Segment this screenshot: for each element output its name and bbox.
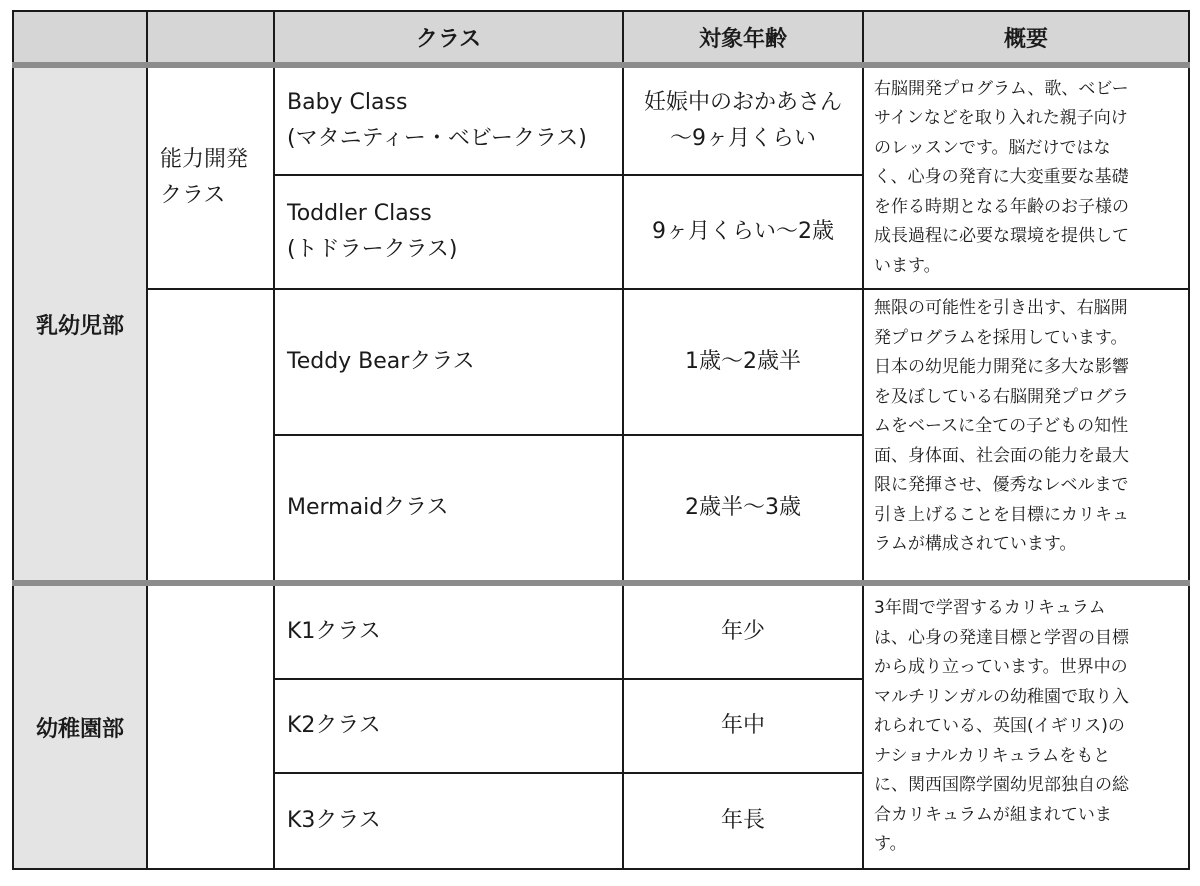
class-baby-name: Baby Class [287, 90, 408, 115]
summary-line: います。 [874, 255, 941, 276]
class-table [12, 10, 1190, 870]
class-k3: K3クラス [274, 773, 623, 869]
summary-line: 限に発揮させ、優秀なレベルまで [874, 475, 1129, 495]
summary-line: 日本の幼児能力開発に多大な影響 [874, 357, 1129, 377]
class-baby-subname: (マタニティー・ベビークラス) [287, 126, 587, 151]
class-toddler-name: Toddler Class [287, 201, 432, 226]
summary-line: に、関西国際学園幼児部独自の総 [874, 775, 1129, 796]
summary-line: ラムが構成されています。 [874, 534, 1077, 554]
department-infant: 乳幼児部 [13, 65, 147, 583]
summary-ability-development [863, 65, 1189, 289]
summary-line: 成長過程に必要な環境を提供して [874, 226, 1129, 247]
summary-line: は、心身の発達目標と学習の目標 [874, 627, 1129, 648]
summary-line: 右脳開発プログラム、歌、ベビー [874, 78, 1129, 99]
age-k1: 年少 [623, 583, 863, 679]
summary-line: ムをベースに全ての子どもの知性 [874, 416, 1129, 436]
summary-line: を作る時期となる年齢のお子様の [874, 196, 1129, 217]
summary-line: 3年間で学習するカリキュラム [874, 598, 1106, 619]
age-baby-line2: 〜9ヶ月くらい [670, 126, 816, 151]
summary-line: を及ぼしている右脳開発プログラ [874, 386, 1129, 407]
summary-line: ナショナルカリキュラムをもと [874, 745, 1111, 766]
group-ability-development [147, 65, 274, 289]
class-k1: K1クラス [274, 583, 623, 679]
summary-line: 面、身体面、社会面の能力を最大 [874, 445, 1129, 466]
table-row-teddy [13, 289, 1189, 435]
summary-right-brain [863, 289, 1189, 583]
age-mermaid: 2歳半〜3歳 [623, 435, 863, 583]
group-label-line1: 能力開発 [160, 147, 249, 172]
class-teddy: Teddy Bearクラス [274, 289, 623, 435]
summary-line: サインなどを取り入れた親子向け [874, 108, 1128, 129]
header-department [13, 11, 147, 65]
group-label-line2: クラス [160, 183, 226, 208]
summary-line: から成り立っています。世界中の [874, 657, 1128, 678]
class-mermaid: Mermaidクラス [274, 435, 623, 583]
summary-line: す。 [874, 834, 907, 855]
summary-kindergarten [863, 583, 1189, 869]
age-baby [623, 65, 863, 175]
class-toddler-subname: (トドラークラス) [287, 237, 458, 262]
age-k3: 年長 [623, 773, 863, 869]
header-group [147, 11, 274, 65]
summary-line: 合カリキュラムが組まれていま [874, 804, 1112, 825]
summary-line: 無限の可能性を引き出す、右脳開 [874, 298, 1128, 318]
group-empty-infant [147, 289, 274, 583]
group-empty-kindergarten [147, 583, 274, 869]
summary-line: マルチリンガルの幼稚園で取り入 [874, 686, 1129, 707]
age-baby-line1: 妊娠中のおかあさん [643, 90, 842, 115]
summary-line: 引き上げることを目標にカリキュ [874, 504, 1129, 525]
table-row-baby [13, 65, 1189, 175]
summary-line: く、心身の発育に大変重要な基礎 [874, 167, 1129, 188]
class-baby [274, 65, 623, 175]
class-k2: K2クラス [274, 679, 623, 773]
table-row-k1 [13, 583, 1189, 679]
header-age: 対象年齢 [623, 11, 863, 65]
department-kindergarten: 幼稚園部 [13, 583, 147, 869]
class-toddler [274, 175, 623, 289]
header-summary: 概要 [863, 11, 1189, 65]
header-class: クラス [274, 11, 623, 65]
age-k2: 年中 [623, 679, 863, 773]
summary-line: のレッスンです。脳だけではな [874, 137, 1111, 158]
age-toddler: 9ヶ月くらい〜2歳 [623, 175, 863, 289]
summary-line: れられている、英国(イギリス)の [874, 716, 1125, 737]
summary-line: 発プログラムを採用しています。 [874, 327, 1128, 348]
header-row [13, 11, 1189, 65]
age-teddy: 1歳〜2歳半 [623, 289, 863, 435]
